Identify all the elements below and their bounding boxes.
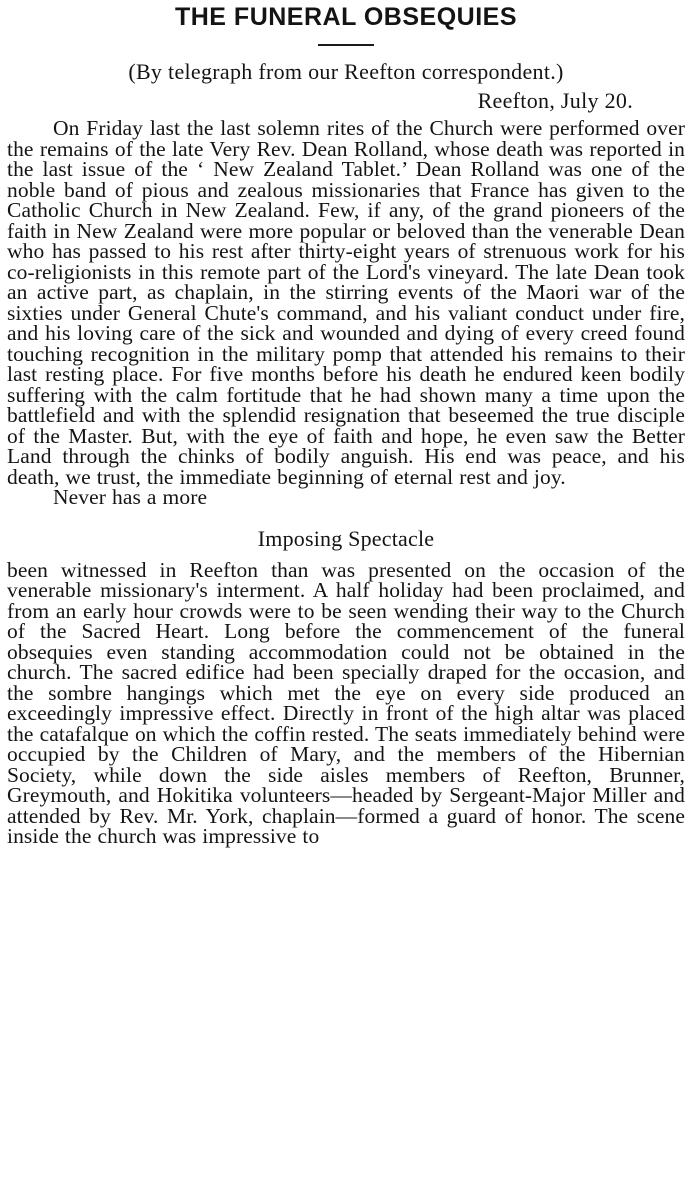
article-byline: (By telegraph from our Reefton correspondent.) [128, 59, 564, 84]
paragraph-2: Never has a more [53, 485, 208, 509]
paragraph-3: been witnessed in Reefton than was presented on the occasion of the venerable missionary's interment. A half holiday had been proclaimed, and from an early hour crowds were to be seen wending their way to the Church of the Sacred Heart. Long before the commencement of the funeral obsequies even standing accommodation could not be obtained in the church. The sacred edifice had been specially draped for the occasion, and the sombre hangings which met the eye on every side produced an exceedingly impressive effect. Directly in front of the high altar was placed the catafalque on which the coffin rested. The seats immediately behind were occupied by the Children of Mary, and the members of the Hibernian Society, while down the side aisles members of Reefton, Brunner, Greymouth, and Hokitika volunteers—headed by Sergeant-Major Miller and attended by Rev. Mr. York, chaplain—formed a guard of honor. The scene inside the church was impressive to [7, 557, 685, 848]
section-subheading: Imposing Spectacle [257, 525, 435, 551]
article-headline: THE FUNERAL OBSEQUIES [174, 3, 518, 31]
paragraph-1: On Friday last the last solemn rites of the Church were performed over the remains of the late Very Rev. Dean Rolland, whose death was reported in the last issue of the ‘ New Zealand Tablet.’ Dean Rolland was one of the noble band of pious and zealous missionaries that France has given to the Catholic Church in New Zealand. Few, if any, of the grand pioneers of the faith in New Zealand were more popular or beloved than the venerable Dean who has passed to his rest after thirty-eight years of strenuous work for his co-religionists in this remote part of the Lord's vineyard. The late Dean took an active part, as chaplain, in the stirring events of the Maori war of the sixties under General Chute's command, and his valiant conduct under fire, and his loving care of the sick and wounded and dying of every creed found touching recognition in the military pomp that attended his remains to their last resting place. For five months before his death he endured keen bodily suffering with the calm fortitude that he had shown many a time upon the battlefield and with the splendid resignation that beseemed the true disciple of the Master. But, with the eye of faith and hope, he even saw the Better Land through the chinks of bodily anguish. His end was peace, and his death, we trust, the immediate beginning of eternal rest and joy. [7, 116, 685, 489]
headline-rule [318, 44, 374, 46]
article-dateline: Reefton, July 20. [477, 88, 633, 113]
